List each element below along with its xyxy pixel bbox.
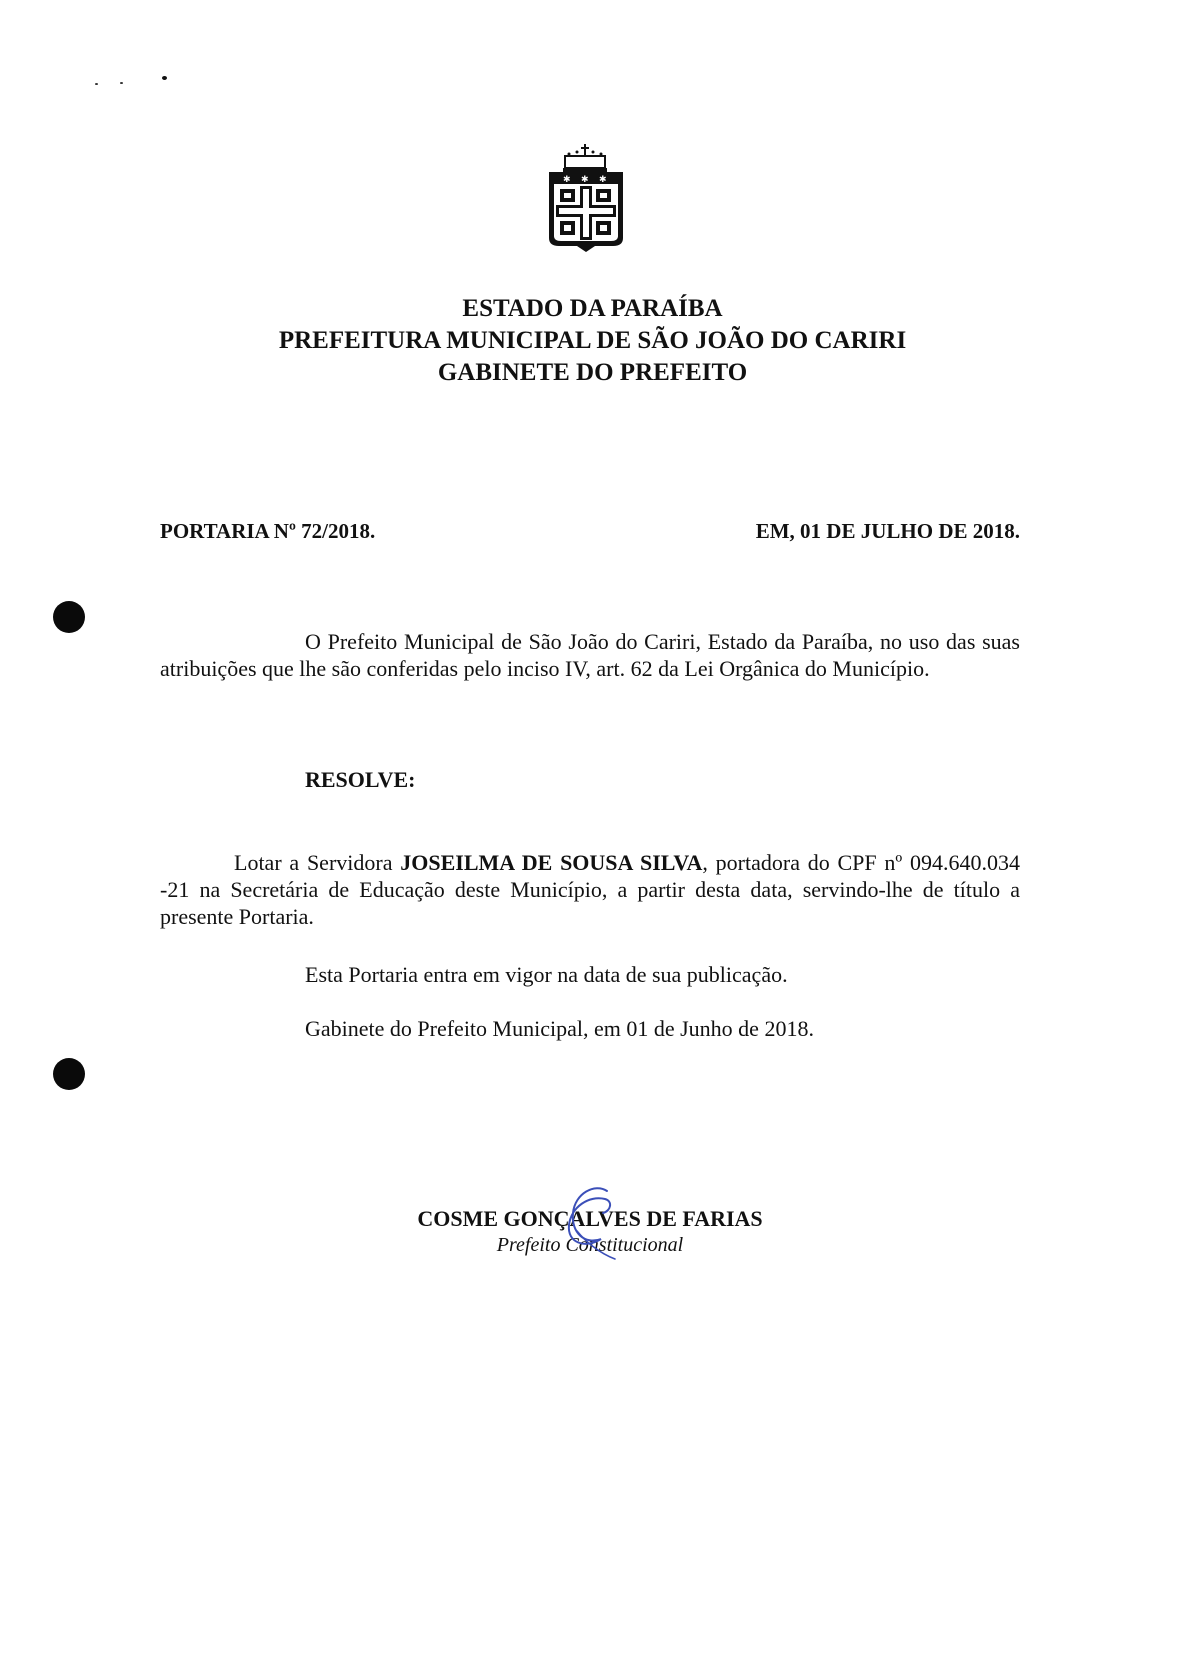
- intro-paragraph: O Prefeito Municipal de São João do Cariri, Estado da Paraíba, no uso das suas atribuições que lhe são conferidas pelo inciso IV, art. 62 da Lei Orgânica do Município.: [160, 629, 1020, 681]
- header-state: ESTADO DA PARAÍBA: [462, 295, 723, 322]
- portaria-date: EM, 01 DE JULHO DE 2018.: [755, 519, 1020, 543]
- signatory-role: Prefeito Constitucional: [496, 1234, 684, 1256]
- decision-suffix: , portadora do CPF nº 094.640.034 -21 na Secretária de Educação deste Município, a partir desta data, servindo-lhe de título a presente Portaria.: [160, 850, 1021, 929]
- document-header: [0, 293, 1185, 389]
- resolve-heading: RESOLVE:: [305, 767, 416, 792]
- effect-statement: Esta Portaria entra em vigor na data de sua publicação.: [305, 962, 788, 987]
- scan-speck: [120, 82, 123, 84]
- header-office: GABINETE DO PREFEITO: [437, 359, 748, 386]
- handwritten-signature: [555, 1183, 625, 1263]
- portaria-number: PORTARIA Nº 72/2018.: [160, 519, 376, 543]
- svg-text:✱: ✱: [563, 174, 571, 184]
- punch-hole: [53, 601, 85, 633]
- signatory-name: COSME GONÇALVES DE FARIAS: [417, 1206, 763, 1231]
- municipal-crest-icon: [543, 142, 629, 254]
- closing-statement: Gabinete do Prefeito Municipal, em 01 de Junho de 2018.: [305, 1016, 814, 1041]
- header-municipality: PREFEITURA MUNICIPAL DE SÃO JOÃO DO CARIRI: [278, 327, 907, 354]
- decision-paragraph: [160, 849, 1020, 930]
- servant-name: JOSEILMA DE SOUSA SILVA: [400, 850, 703, 875]
- scan-speck: [95, 83, 98, 85]
- svg-text:✱: ✱: [599, 174, 607, 184]
- decision-prefix: Lotar a Servidora: [234, 850, 401, 875]
- scan-speck: [162, 76, 167, 80]
- punch-hole: [53, 1058, 85, 1090]
- svg-text:✱: ✱: [581, 174, 589, 184]
